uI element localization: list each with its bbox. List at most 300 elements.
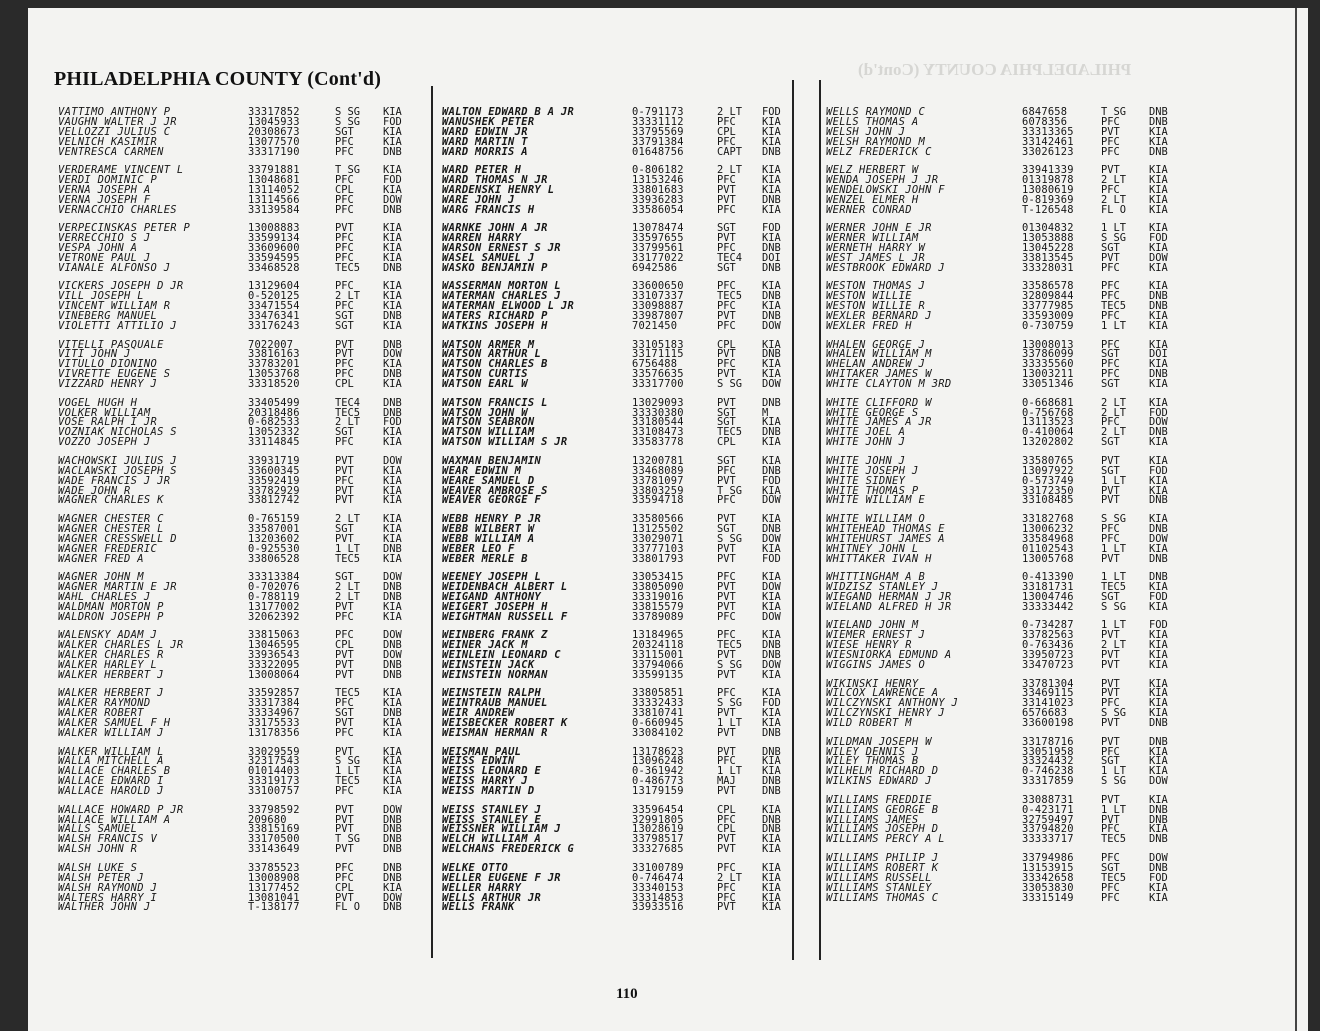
soldier-name: WHITE WILLIAM O xyxy=(826,512,926,525)
soldier-name: WESTON WILLIE xyxy=(826,290,912,303)
serial-number: 0-791173 xyxy=(632,106,684,118)
soldier-name: VERDERAME VINCENT L xyxy=(58,164,184,177)
status: KIA xyxy=(383,464,402,477)
serial-number: 33051958 xyxy=(1022,745,1074,758)
soldier-name: WEIR ANDREW xyxy=(442,707,515,720)
rank: PVT xyxy=(717,368,736,381)
soldier-name: WATSON ARTHUR L xyxy=(442,348,542,361)
serial-number: 13003211 xyxy=(1022,368,1074,381)
status: DNB xyxy=(762,649,781,662)
status: KIA xyxy=(762,843,781,856)
soldier-name: WATSON ARMER M xyxy=(442,338,535,351)
soldier-name: WEBB WILBERT W xyxy=(442,522,535,535)
soldier-name: WIESNIORKA EDMUND A xyxy=(826,649,952,662)
rank: PFC xyxy=(717,174,736,187)
rank: PFC xyxy=(717,358,736,371)
status: KIA xyxy=(762,629,781,642)
column-divider-right-b xyxy=(819,80,821,960)
status: DNB xyxy=(1149,290,1168,303)
status: DOW xyxy=(1149,851,1168,864)
rank: PVT xyxy=(717,833,736,846)
status: DNB xyxy=(1149,368,1168,381)
rank: PFC xyxy=(717,242,736,255)
status: FOD xyxy=(1149,619,1168,632)
serial-number: 33314853 xyxy=(632,891,684,904)
status: KIA xyxy=(383,125,402,138)
serial-number: 13077570 xyxy=(248,135,300,148)
serial-number: 209680 xyxy=(248,813,287,826)
serial-number: 33931719 xyxy=(248,454,300,467)
soldier-name: WEINSTEIN NORMAN xyxy=(442,668,548,681)
serial-number: 33100789 xyxy=(632,861,684,874)
serial-number: 33599135 xyxy=(632,668,684,681)
rank: PFC xyxy=(1101,115,1120,128)
rank: PVT xyxy=(1101,649,1120,662)
status: KIA xyxy=(383,552,402,565)
serial-number: 33936543 xyxy=(248,649,300,662)
status: DOW xyxy=(762,658,781,671)
serial-number: 33803259 xyxy=(632,484,684,497)
serial-number: 33933516 xyxy=(632,901,684,914)
serial-number: 33139584 xyxy=(248,203,300,216)
soldier-name: WELSH JOHN J xyxy=(826,125,906,138)
serial-number: 33177022 xyxy=(632,251,684,264)
soldier-name: WEBB WILLIAM A xyxy=(442,532,535,545)
rank: PVT xyxy=(335,484,354,497)
status: KIA xyxy=(762,687,781,700)
serial-number: 33333717 xyxy=(1022,833,1074,846)
status: DNB xyxy=(1149,861,1168,874)
soldier-name: VOZNIAK NICHOLAS S xyxy=(58,426,177,439)
soldier-name: VAUGHN WALTER J JR xyxy=(58,115,177,128)
soldier-name: WEAR EDWIN M xyxy=(442,464,522,477)
serial-number: 0-746238 xyxy=(1022,765,1074,778)
serial-number: 33987807 xyxy=(632,310,684,323)
serial-number: 20318486 xyxy=(248,406,300,419)
soldier-name: WIEGAND HERMAN J JR xyxy=(826,590,952,603)
status: DOW xyxy=(383,649,402,662)
serial-number: 13113523 xyxy=(1022,416,1074,429)
status: KIA xyxy=(762,232,781,245)
soldier-name: WHITE SIDNEY xyxy=(826,474,906,487)
rank: PFC xyxy=(717,300,736,313)
rank: CPL xyxy=(335,639,354,652)
rank: PVT xyxy=(1101,251,1120,264)
soldier-name: WALLS SAMUEL xyxy=(58,823,138,836)
status: DOW xyxy=(383,629,402,642)
soldier-name: WILLIAMS PERCY A L xyxy=(826,833,945,846)
soldier-name: WHITE THOMAS P xyxy=(826,484,919,497)
rank: PVT xyxy=(335,813,354,826)
rank: SGT xyxy=(717,416,736,429)
soldier-name: WADE FRANCIS J JR xyxy=(58,474,171,487)
status: DNB xyxy=(383,871,402,884)
status: DNB xyxy=(1149,833,1168,846)
rank: PVT xyxy=(335,222,354,235)
serial-number: 7021450 xyxy=(632,319,678,332)
rank: PFC xyxy=(335,436,354,449)
soldier-name: WHELAN ANDREW J xyxy=(826,358,926,371)
rank: PFC xyxy=(335,368,354,381)
status: DNB xyxy=(383,861,402,874)
serial-number: 33805851 xyxy=(632,687,684,700)
soldier-name: WATERMAN CHARLES J xyxy=(442,290,561,303)
rank: CPL xyxy=(717,823,736,836)
rank: PFC xyxy=(335,861,354,874)
serial-number: 33777103 xyxy=(632,542,684,555)
soldier-name: WATSON CHARLES B xyxy=(442,358,548,371)
rank: PFC xyxy=(1101,891,1120,904)
rank: PFC xyxy=(717,280,736,293)
serial-number: 33328031 xyxy=(1022,261,1074,274)
status: KIA xyxy=(762,454,781,467)
rank: SGT xyxy=(335,310,354,323)
status: KIA xyxy=(1149,338,1168,351)
rank: S SG xyxy=(1101,707,1127,720)
status: KIA xyxy=(762,125,781,138)
rank: 1 LT xyxy=(717,765,743,778)
status: KIA xyxy=(1149,174,1168,187)
status: FOD xyxy=(762,106,781,118)
soldier-name: WEBER LEO F xyxy=(442,542,515,555)
status: KIA xyxy=(1149,135,1168,148)
soldier-name: WADE JOHN R xyxy=(58,484,131,497)
status: KIA xyxy=(383,290,402,303)
serial-number: 33586054 xyxy=(632,203,684,216)
serial-number: 01014403 xyxy=(248,765,300,778)
status: KIA xyxy=(1149,639,1168,652)
status: DOW xyxy=(762,581,781,594)
serial-number: 33108473 xyxy=(632,426,684,439)
soldier-name: WILLIAMS RUSSELL xyxy=(826,871,932,884)
rank: TEC5 xyxy=(1101,833,1127,846)
rank: PVT xyxy=(335,464,354,477)
soldier-name: VELLOZZI JULIUS C xyxy=(58,125,171,138)
soldier-name: WANUSHEK PETER xyxy=(442,115,535,128)
rank: PFC xyxy=(1101,358,1120,371)
rank: PVT xyxy=(335,454,354,467)
soldier-name: WEISS HARRY J xyxy=(442,775,528,788)
serial-number: 33609600 xyxy=(248,242,300,255)
soldier-name: WARE JOHN J xyxy=(442,193,515,206)
rank: CPL xyxy=(717,803,736,816)
status: KIA xyxy=(383,242,402,255)
soldier-name: WEBB HENRY P JR xyxy=(442,512,542,525)
document-page xyxy=(28,8,1308,1031)
rank: PFC xyxy=(1101,183,1120,196)
rank: S SG xyxy=(1101,512,1127,525)
rank: TEC5 xyxy=(335,406,361,419)
status: KIA xyxy=(762,571,781,584)
rank: SGT xyxy=(1101,436,1120,449)
soldier-name: WEISS LEONARD E xyxy=(442,765,542,778)
rank: PFC xyxy=(717,881,736,894)
status: KIA xyxy=(762,668,781,681)
serial-number: 13177002 xyxy=(248,600,300,613)
serial-number: 33171115 xyxy=(632,348,684,361)
status: DNB xyxy=(1149,735,1168,748)
status: DOW xyxy=(762,319,781,332)
rank: TEC5 xyxy=(1101,300,1127,313)
status: KIA xyxy=(383,319,402,332)
soldier-name: WEISS STANLEY E xyxy=(442,813,542,826)
status: KIA xyxy=(383,300,402,313)
serial-number: 0-682533 xyxy=(248,416,300,429)
rank: PFC xyxy=(717,610,736,623)
serial-number: 33795569 xyxy=(632,125,684,138)
rank: T SG xyxy=(1101,106,1127,118)
status: KIA xyxy=(383,522,402,535)
soldier-name: WAGNER CHARLES K xyxy=(58,494,164,507)
status: DNB xyxy=(762,310,781,323)
serial-number: 33318520 xyxy=(248,378,300,391)
page-number: 110 xyxy=(616,986,638,1002)
serial-number: 33324432 xyxy=(1022,755,1074,768)
serial-number: 33470723 xyxy=(1022,658,1074,671)
soldier-name: WELLS THOMAS A xyxy=(826,115,919,128)
serial-number: 33783201 xyxy=(248,358,300,371)
serial-number: 33785523 xyxy=(248,861,300,874)
rank: S SG xyxy=(335,755,361,768)
serial-number: 33107337 xyxy=(632,290,684,303)
soldier-name: WALDMAN MORTON P xyxy=(58,600,164,613)
status: DNB xyxy=(383,406,402,419)
soldier-name: WARD THOMAS N JR xyxy=(442,174,548,187)
serial-number: 0-668681 xyxy=(1022,396,1074,409)
rank: 2 LT xyxy=(717,871,743,884)
status: FOD xyxy=(383,174,402,187)
serial-number: 33098887 xyxy=(632,300,684,313)
status: KIA xyxy=(1149,697,1168,710)
soldier-name: WESTON THOMAS J xyxy=(826,280,926,293)
soldier-name: WHITE CLIFFORD W xyxy=(826,396,932,409)
status: DNB xyxy=(762,464,781,477)
page-edge-rule xyxy=(1295,8,1297,1031)
serial-number: 6576683 xyxy=(1022,707,1068,720)
soldier-name: WAGNER MARTIN E JR xyxy=(58,581,177,594)
serial-number: 0-756768 xyxy=(1022,406,1074,419)
status: DNB xyxy=(762,813,781,826)
rank: PFC xyxy=(1101,280,1120,293)
soldier-name: VERNA JOSEPH F xyxy=(58,193,151,206)
rank: PVT xyxy=(717,396,736,409)
soldier-name: WIELAND ALFRED H JR xyxy=(826,600,952,613)
rank: TEC5 xyxy=(335,552,361,565)
rank: PVT xyxy=(1101,658,1120,671)
rank: PFC xyxy=(1101,745,1120,758)
rank: SGT xyxy=(717,522,736,535)
soldier-name: WILCOX LAWRENCE A xyxy=(826,687,939,700)
status: KIA xyxy=(383,881,402,894)
serial-number: 33327685 xyxy=(632,843,684,856)
soldier-name: WEISSNER WILLIAM J xyxy=(442,823,561,836)
soldier-name: WALENSKY ADAM J xyxy=(58,629,158,642)
rank: 1 LT xyxy=(1101,319,1127,332)
soldier-name: WAGNER CRESSWELL D xyxy=(58,532,177,545)
serial-number: 33143649 xyxy=(248,843,300,856)
soldier-name: WENZEL ELMER H xyxy=(826,193,919,206)
rank: T SG xyxy=(335,833,361,846)
rank: 2 LT xyxy=(335,512,361,525)
status: KIA xyxy=(383,512,402,525)
serial-number: 33799561 xyxy=(632,242,684,255)
rank: SGT xyxy=(335,707,354,720)
serial-number: 33786099 xyxy=(1022,348,1074,361)
serial-number: 33142461 xyxy=(1022,135,1074,148)
rank: PVT xyxy=(717,581,736,594)
rank: MAJ xyxy=(717,775,736,788)
status: KIA xyxy=(762,861,781,874)
status: KIA xyxy=(383,426,402,439)
serial-number: 13008908 xyxy=(248,871,300,884)
status: KIA xyxy=(1149,891,1168,904)
soldier-name: WELCH WILLIAM A xyxy=(442,833,542,846)
rank: TEC5 xyxy=(1101,871,1127,884)
soldier-name: WESTBROOK EDWARD J xyxy=(826,261,945,274)
soldier-name: WALTON EDWARD B A JR xyxy=(442,106,575,118)
status: DNB xyxy=(762,775,781,788)
soldier-name: WHITE JOEL A xyxy=(826,426,906,439)
serial-number: 33170500 xyxy=(248,833,300,846)
soldier-name: WIDZISZ STANLEY J xyxy=(826,581,939,594)
rank: FL O xyxy=(335,901,361,914)
soldier-name: WARD PETER H xyxy=(442,164,522,177)
soldier-name: WILEY THOMAS B xyxy=(826,755,919,768)
soldier-name: VIVRETTE EUGENE S xyxy=(58,368,171,381)
serial-number: 13114566 xyxy=(248,193,300,206)
status: DNB xyxy=(383,310,402,323)
serial-number: 33600650 xyxy=(632,280,684,293)
status: KIA xyxy=(762,755,781,768)
serial-number: 0-746474 xyxy=(632,871,684,884)
soldier-name: WELZ HERBERT W xyxy=(826,164,919,177)
soldier-name: WEISMAN PAUL xyxy=(442,745,522,758)
status: DNB xyxy=(383,823,402,836)
serial-number: 32991805 xyxy=(632,813,684,826)
status: DNB xyxy=(1149,300,1168,313)
soldier-name: WALKER ROBERT xyxy=(58,707,144,720)
soldier-name: VETRONE PAUL J xyxy=(58,251,151,264)
soldier-name: WHITNEY JOHN L xyxy=(826,542,919,555)
serial-number: 33782563 xyxy=(1022,629,1074,642)
status: DNB xyxy=(762,522,781,535)
serial-number: 13203602 xyxy=(248,532,300,545)
status: KIA xyxy=(383,600,402,613)
soldier-name: WERNER CONRAD xyxy=(826,203,912,216)
serial-number: 33593009 xyxy=(1022,310,1074,323)
soldier-name: VELNICH KASIMIR xyxy=(58,135,158,148)
status: KIA xyxy=(383,785,402,798)
status: DNB xyxy=(383,658,402,671)
soldier-name: WATSON WILLIAM xyxy=(442,426,535,439)
serial-number: 33175533 xyxy=(248,717,300,730)
serial-number: 33405499 xyxy=(248,396,300,409)
rank: PVT xyxy=(717,542,736,555)
rank: PVT xyxy=(717,843,736,856)
serial-number: 13184965 xyxy=(632,629,684,642)
status: DNB xyxy=(762,348,781,361)
status: KIA xyxy=(1149,765,1168,778)
serial-number: 33108485 xyxy=(1022,494,1074,507)
status: DNB xyxy=(383,590,402,603)
rank: SGT xyxy=(717,406,736,419)
soldier-name: WEENEY JOSEPH L xyxy=(442,571,542,584)
soldier-name: WHITE GEORGE S xyxy=(826,406,919,419)
serial-number: 0-410064 xyxy=(1022,426,1074,439)
rank: PFC xyxy=(335,280,354,293)
serial-number: 33777985 xyxy=(1022,300,1074,313)
serial-number: 6078356 xyxy=(1022,115,1068,128)
rank: PVT xyxy=(335,891,354,904)
serial-number: 33801793 xyxy=(632,552,684,565)
serial-number: 33781304 xyxy=(1022,677,1074,690)
soldier-name: VINCENT WILLIAM R xyxy=(58,300,171,313)
rank: PFC xyxy=(717,319,736,332)
rank: PFC xyxy=(335,726,354,739)
soldier-name: WILCZYNSKI HENRY J xyxy=(826,707,945,720)
soldier-name: WAHL CHARLES J xyxy=(58,590,151,603)
soldier-name: WARD EDWIN JR xyxy=(442,125,528,138)
soldier-name: WALKER HERBERT J xyxy=(58,687,164,700)
status: KIA xyxy=(762,174,781,187)
rank: CAPT xyxy=(717,145,743,158)
serial-number: 33592419 xyxy=(248,474,300,487)
serial-number: 13006232 xyxy=(1022,522,1074,535)
soldier-name: WIESE HENRY R xyxy=(826,639,912,652)
serial-number: 33592857 xyxy=(248,687,300,700)
rank: FL O xyxy=(1101,203,1127,216)
status: DNB xyxy=(762,726,781,739)
status: DNB xyxy=(1149,494,1168,507)
serial-number: 33798592 xyxy=(248,803,300,816)
soldier-name: WHALEN GEORGE J xyxy=(826,338,926,351)
serial-number: 32759497 xyxy=(1022,813,1074,826)
status: KIA xyxy=(383,222,402,235)
status: DNB xyxy=(383,145,402,158)
rank: 1 LT xyxy=(1101,765,1127,778)
rank: 2 LT xyxy=(1101,396,1127,409)
serial-number: 33789089 xyxy=(632,610,684,623)
status: KIA xyxy=(762,416,781,429)
serial-number: 01319878 xyxy=(1022,174,1074,187)
serial-number: 33594595 xyxy=(248,251,300,264)
serial-number: 33335560 xyxy=(1022,358,1074,371)
serial-number: 33600345 xyxy=(248,464,300,477)
rank: S SG xyxy=(717,532,743,545)
soldier-name: WIKINSKI HENRY xyxy=(826,677,919,690)
serial-number: 33794066 xyxy=(632,658,684,671)
status: KIA xyxy=(762,803,781,816)
soldier-name: WATSON SEABRON xyxy=(442,416,535,429)
status: KIA xyxy=(1149,649,1168,662)
serial-number: 33791384 xyxy=(632,135,684,148)
status: KIA xyxy=(762,300,781,313)
serial-number: 33181731 xyxy=(1022,581,1074,594)
rank: PFC xyxy=(717,755,736,768)
soldier-name: WEINBERG FRANK Z xyxy=(442,629,548,642)
soldier-name: WAGNER CHESTER L xyxy=(58,522,164,535)
rank: T SG xyxy=(717,484,743,497)
rank: TEC5 xyxy=(717,639,743,652)
status: FOD xyxy=(762,697,781,710)
serial-number: 33172350 xyxy=(1022,484,1074,497)
soldier-name: WEXLER FRED H xyxy=(826,319,912,332)
soldier-name: WATSON WILLIAM S JR xyxy=(442,436,568,449)
rank: SGT xyxy=(717,222,736,235)
soldier-name: WILLIAMS PHILIP J xyxy=(826,851,939,864)
status: DOW xyxy=(1149,251,1168,264)
serial-number: 0-413390 xyxy=(1022,571,1074,584)
